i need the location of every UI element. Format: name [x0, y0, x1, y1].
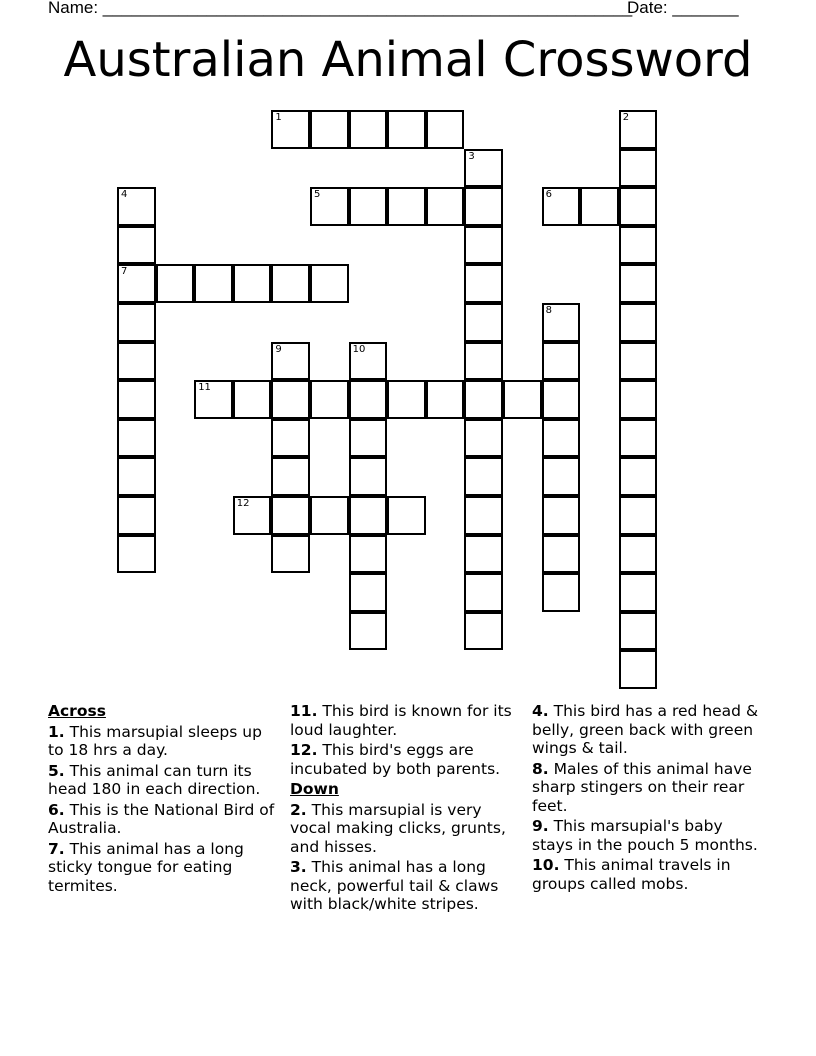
grid-cell[interactable] [117, 457, 156, 496]
grid-cell[interactable] [426, 187, 465, 226]
grid-cell[interactable] [426, 380, 465, 419]
cell-number: 8 [545, 305, 552, 316]
grid-cell[interactable] [542, 573, 581, 612]
clue-text: This animal travels in groups called mobs. [532, 856, 731, 893]
grid-cell[interactable] [542, 187, 581, 226]
grid-cell[interactable] [619, 496, 658, 535]
grid-cell[interactable] [542, 380, 581, 419]
grid-cell[interactable] [464, 457, 503, 496]
grid-cell[interactable] [464, 342, 503, 381]
clue-text: This animal has a long neck, powerful tail & claws with black/white stripes. [290, 858, 499, 913]
clue-down-10 [532, 856, 762, 893]
clue-number: 5. [48, 761, 65, 780]
grid-cell[interactable] [271, 457, 310, 496]
grid-cell[interactable] [349, 535, 388, 574]
grid-cell[interactable] [271, 264, 310, 303]
grid-cell[interactable] [619, 380, 658, 419]
grid-cell[interactable] [271, 342, 310, 381]
cell-number: 6 [545, 189, 552, 201]
grid-cell[interactable] [387, 110, 426, 149]
grid-cell[interactable] [464, 573, 503, 612]
grid-cell[interactable] [117, 535, 156, 574]
grid-cell[interactable] [619, 149, 658, 188]
grid-cell[interactable] [117, 342, 156, 381]
cell-number: 7 [121, 266, 128, 278]
grid-cell[interactable] [271, 380, 310, 419]
grid-cell[interactable] [619, 650, 658, 689]
grid-cell[interactable] [542, 419, 581, 458]
grid-cell[interactable] [464, 264, 503, 303]
clue-text: This is the National Bird of Australia. [48, 800, 275, 837]
grid-cell[interactable] [464, 187, 503, 226]
grid-cell[interactable] [117, 303, 156, 342]
grid-cell[interactable] [349, 110, 388, 149]
cell-number: 3 [468, 150, 475, 162]
grid-cell[interactable] [156, 264, 195, 303]
clue-across-11 [290, 702, 520, 739]
clue-number: 3. [290, 858, 307, 876]
cell-number: 5 [314, 189, 321, 201]
grid-cell[interactable] [349, 419, 388, 458]
grid-cell[interactable] [310, 380, 349, 419]
grid-cell[interactable] [619, 457, 658, 496]
clue-column-3 [532, 702, 762, 895]
grid-cell[interactable] [619, 226, 658, 265]
grid-cell[interactable] [619, 535, 658, 574]
cell-number: 1 [275, 112, 282, 123]
grid-cell[interactable] [194, 264, 233, 303]
grid-cell[interactable] [349, 457, 388, 496]
grid-cell[interactable] [349, 380, 388, 419]
clue-across-5 [48, 762, 278, 799]
grid-cell[interactable] [271, 110, 310, 149]
grid-cell[interactable] [580, 187, 619, 226]
clue-number: 1. [48, 722, 65, 741]
grid-cell[interactable] [619, 342, 658, 381]
clue-down-2 [290, 801, 520, 857]
grid-cell[interactable] [117, 419, 156, 458]
clue-across-7 [48, 840, 278, 896]
grid-cell[interactable] [619, 612, 658, 651]
clue-column-2 [290, 702, 520, 916]
grid-cell[interactable] [464, 226, 503, 265]
grid-cell[interactable] [503, 380, 542, 419]
cell-number: 9 [275, 343, 282, 355]
grid-cell[interactable] [619, 264, 658, 303]
grid-cell[interactable] [194, 380, 233, 419]
clue-number: 2. [290, 800, 307, 819]
clue-across-6 [48, 801, 278, 838]
grid-cell[interactable] [387, 496, 426, 535]
grid-cell[interactable] [426, 110, 465, 149]
grid-cell[interactable] [464, 419, 503, 458]
grid-cell[interactable] [271, 535, 310, 574]
clue-down-3 [290, 858, 520, 914]
grid-cell[interactable] [310, 264, 349, 303]
grid-cell[interactable] [349, 573, 388, 612]
clue-number: 8. [532, 759, 549, 778]
grid-cell[interactable] [542, 342, 581, 381]
grid-cell[interactable] [542, 457, 581, 496]
grid-cell[interactable] [464, 380, 503, 419]
clue-number: 4. [532, 702, 549, 720]
clue-text: Males of this animal have sharp stingers on their rear feet. [532, 759, 752, 815]
date-field-label: Date: _______ [627, 0, 739, 17]
clue-number: 11. [290, 702, 318, 720]
grid-cell[interactable] [464, 149, 503, 188]
grid-cell[interactable] [117, 380, 156, 419]
clue-across-12 [290, 741, 520, 778]
grid-cell[interactable] [619, 573, 658, 612]
clue-text: This marsupial's baby stays in the pouch 5 months. [532, 817, 758, 854]
grid-cell[interactable] [619, 303, 658, 342]
clue-text: This marsupial sleeps up to 18 hrs a day. [48, 722, 262, 759]
grid-cell[interactable] [117, 187, 156, 226]
clue-text: This bird is known for its loud laughter. [290, 702, 512, 739]
grid-cell[interactable] [542, 496, 581, 535]
clue-down-9 [532, 817, 762, 854]
grid-cell[interactable] [271, 419, 310, 458]
grid-cell[interactable] [619, 110, 658, 149]
grid-cell[interactable] [117, 264, 156, 303]
grid-cell[interactable] [349, 187, 388, 226]
grid-cell[interactable] [387, 380, 426, 419]
grid-cell[interactable] [233, 264, 272, 303]
down-heading: Down [290, 780, 339, 798]
grid-cell[interactable] [349, 496, 388, 535]
clue-number: 12. [290, 741, 318, 759]
clue-text: This animal can turn its head 180 in each direction. [48, 761, 261, 798]
clue-text: This marsupial is very vocal making clicks, grunts, and hisses. [290, 800, 506, 856]
cell-number: 2 [622, 112, 630, 123]
across-heading: Across [48, 702, 106, 720]
name-field-label: Name: ________________________________________________________ [48, 0, 633, 17]
cell-number: 12 [236, 498, 250, 509]
clue-down-4 [532, 702, 762, 758]
grid-cell[interactable] [117, 226, 156, 265]
clue-text: This animal has a long sticky tongue for eating termites. [48, 839, 244, 895]
grid-cell[interactable] [464, 303, 503, 342]
grid-cell[interactable] [310, 496, 349, 535]
grid-cell[interactable] [542, 535, 581, 574]
grid-cell[interactable] [233, 380, 272, 419]
clue-number: 9. [532, 817, 549, 835]
clue-down-8 [532, 760, 762, 816]
grid-cell[interactable] [464, 535, 503, 574]
grid-cell[interactable] [117, 496, 156, 535]
clue-number: 7. [48, 839, 65, 858]
clue-across-1 [48, 723, 278, 760]
cell-number: 10 [352, 343, 366, 355]
page-title: Australian Animal Crossword [63, 32, 753, 88]
grid-cell[interactable] [349, 612, 388, 651]
grid-cell[interactable] [619, 419, 658, 458]
clue-number: 6. [48, 800, 65, 819]
grid-cell[interactable] [387, 187, 426, 226]
cell-number: 11 [198, 382, 211, 394]
clue-number: 10. [532, 856, 560, 874]
clue-text: This bird has a red head & belly, green back with green wings & tail. [532, 702, 759, 757]
clue-text: This bird's eggs are incubated by both parents. [290, 741, 501, 778]
grid-cell[interactable] [542, 303, 581, 342]
grid-cell[interactable] [349, 342, 388, 381]
grid-cell[interactable] [464, 612, 503, 651]
grid-cell[interactable] [464, 496, 503, 535]
grid-cell[interactable] [271, 496, 310, 535]
cell-number: 4 [121, 189, 128, 201]
grid-cell[interactable] [233, 496, 272, 535]
grid-cell[interactable] [619, 187, 658, 226]
grid-cell[interactable] [310, 187, 349, 226]
clue-column-1 [48, 702, 278, 897]
grid-cell[interactable] [310, 110, 349, 149]
